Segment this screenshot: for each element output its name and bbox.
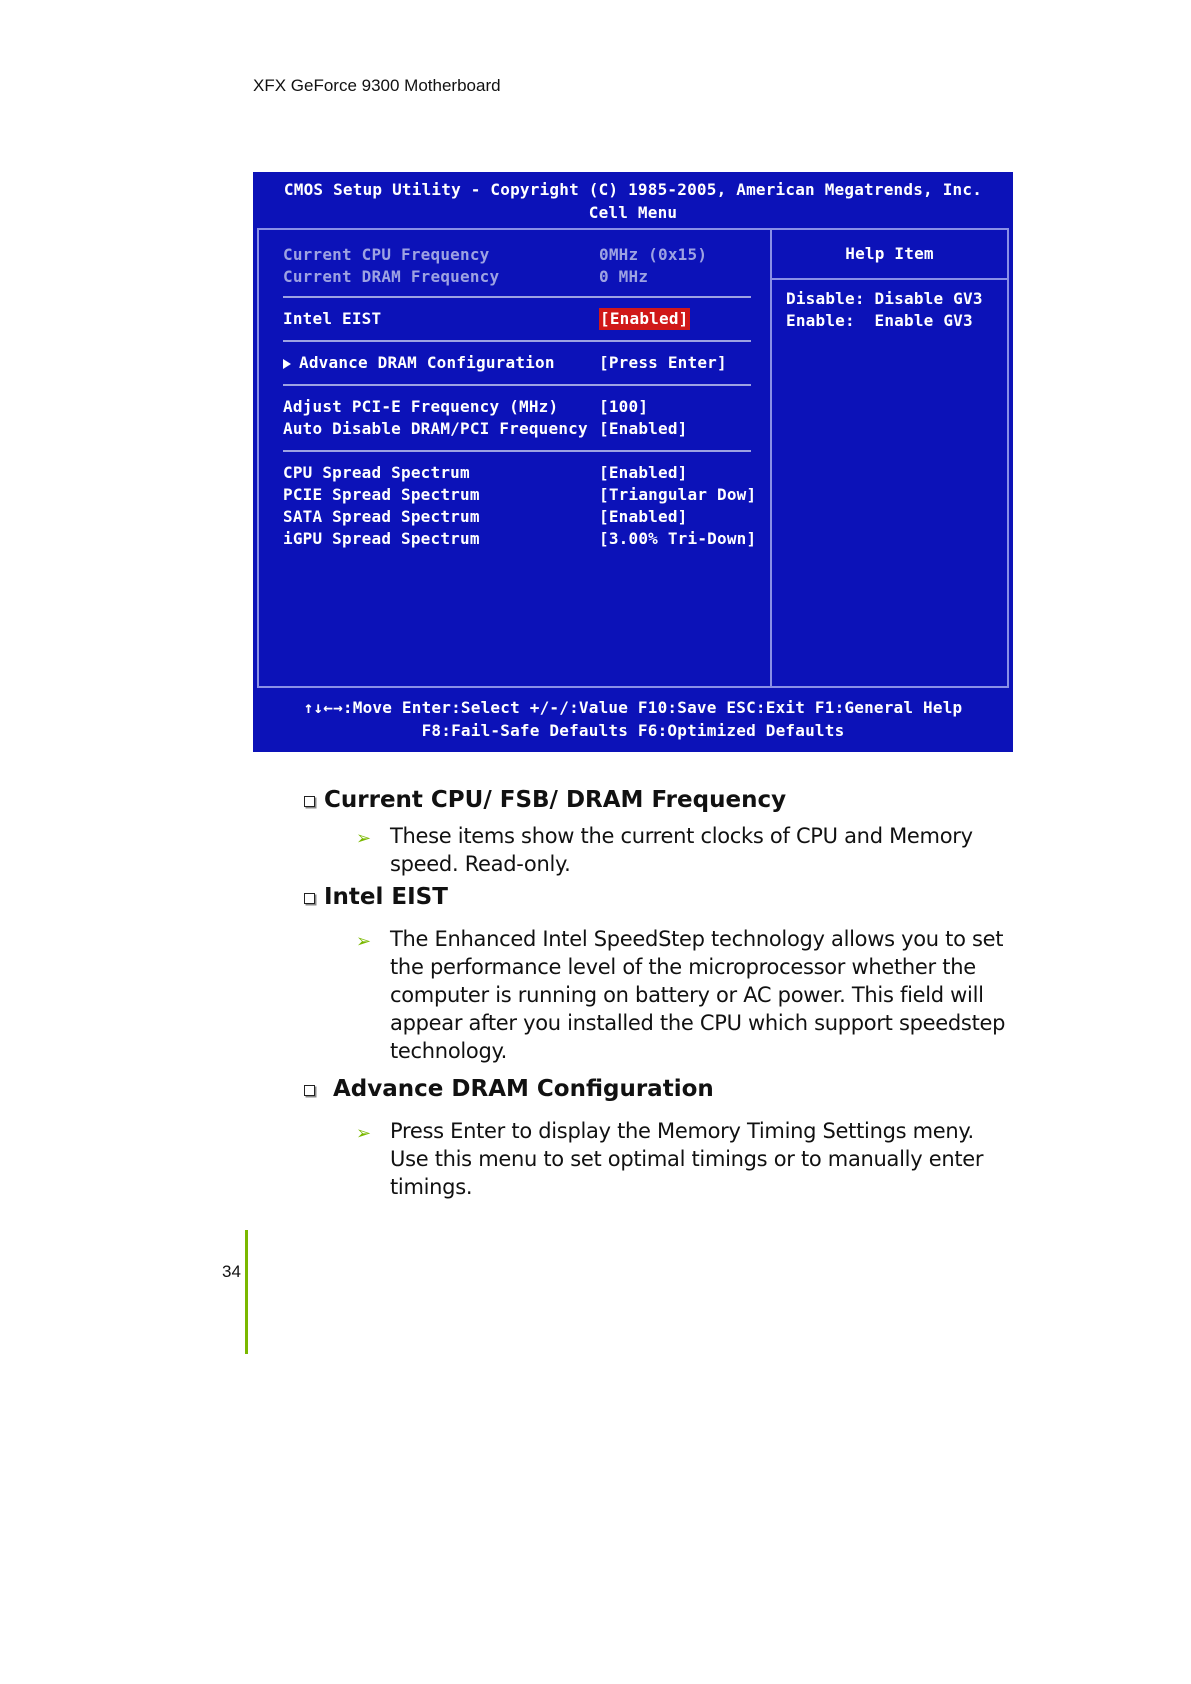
bios-screenshot xyxy=(253,172,1013,752)
bios-item-igpu-spread[interactable]: iGPU Spread Spectrum [3.00% Tri-Down] xyxy=(283,529,757,548)
bios-title: CMOS Setup Utility - Copyright (C) 1985-2005, American Megatrends, Inc. xyxy=(283,180,983,199)
bullet-item: ➢ These items show the current clocks of CPU and Memory speed. Read-only. xyxy=(356,824,973,876)
help-separator xyxy=(772,278,1007,280)
section-heading: Advance DRAM Configuration xyxy=(333,1076,714,1102)
checkbox-bullet-icon xyxy=(304,796,315,807)
help-line: Disable: Disable GV3 xyxy=(786,289,983,308)
arrow-bullet-icon: ➢ xyxy=(356,828,371,849)
bios-separator xyxy=(283,296,751,298)
bios-separator xyxy=(283,384,751,386)
bios-item-pcie-freq[interactable]: Adjust PCI-E Frequency (MHz) [100] xyxy=(283,397,649,416)
bios-menu-name: Cell Menu xyxy=(588,203,678,222)
bios-item-sata-spread[interactable]: SATA Spread Spectrum [Enabled] xyxy=(283,507,688,526)
bios-separator xyxy=(283,340,751,342)
checkbox-bullet-icon xyxy=(304,893,315,904)
bios-item-advance-dram[interactable]: Advance DRAM Configuration [Press Enter] xyxy=(283,352,753,374)
bios-item-intel-eist[interactable]: Intel EIST [Enabled] xyxy=(283,309,689,328)
help-line: Enable: Enable GV3 xyxy=(786,311,973,330)
bios-item-cpu-freq: Current CPU Frequency 0MHz (0x15) xyxy=(283,245,708,264)
bios-item-dram-freq: Current DRAM Frequency 0 MHz xyxy=(283,267,649,286)
bios-help-panel xyxy=(772,230,1007,686)
bios-item-cpu-spread[interactable]: CPU Spread Spectrum [Enabled] xyxy=(283,463,688,482)
selected-value[interactable]: [Enabled] xyxy=(600,309,689,328)
submenu-arrow-icon xyxy=(283,359,291,369)
bios-key-legend xyxy=(253,696,1013,742)
bios-body xyxy=(257,228,1009,688)
section-heading: Intel EIST xyxy=(324,884,448,910)
running-header: XFX GeForce 9300 Motherboard xyxy=(253,76,501,95)
help-title: Help Item xyxy=(845,244,934,263)
key-legend-line: ↑↓←→:Move Enter:Select +/-/:Value F10:Save ESC:Exit F1:General Help xyxy=(303,698,963,717)
key-legend-line: F8:Fail-Safe Defaults F6:Optimized Defaults xyxy=(421,721,845,740)
bios-item-pcie-spread[interactable]: PCIE Spread Spectrum [Triangular Dow] xyxy=(283,485,757,504)
bios-title-bar xyxy=(253,172,1013,224)
arrow-bullet-icon: ➢ xyxy=(356,1123,371,1144)
bullet-item: ➢ The Enhanced Intel SpeedStep technology allows you to set the performance level of the microprocessor whether the computer is running on battery or AC power. This field will appear after you installed the CPU which support speedstep technology. xyxy=(356,927,1006,1063)
bios-separator xyxy=(283,450,751,452)
page-number: 34 xyxy=(222,1262,241,1281)
arrow-bullet-icon: ➢ xyxy=(356,931,371,952)
section-heading: Current CPU/ FSB/ DRAM Frequency xyxy=(324,787,786,813)
bios-settings-panel xyxy=(259,230,772,686)
bullet-item: ➢ Press Enter to display the Memory Timing Settings meny. Use this menu to set optimal timings or to manually enter timings. xyxy=(356,1119,984,1199)
page-margin-rule xyxy=(245,1230,248,1354)
bios-item-auto-disable[interactable]: Auto Disable DRAM/PCI Frequency [Enabled] xyxy=(283,419,688,438)
checkbox-bullet-icon xyxy=(304,1085,315,1096)
